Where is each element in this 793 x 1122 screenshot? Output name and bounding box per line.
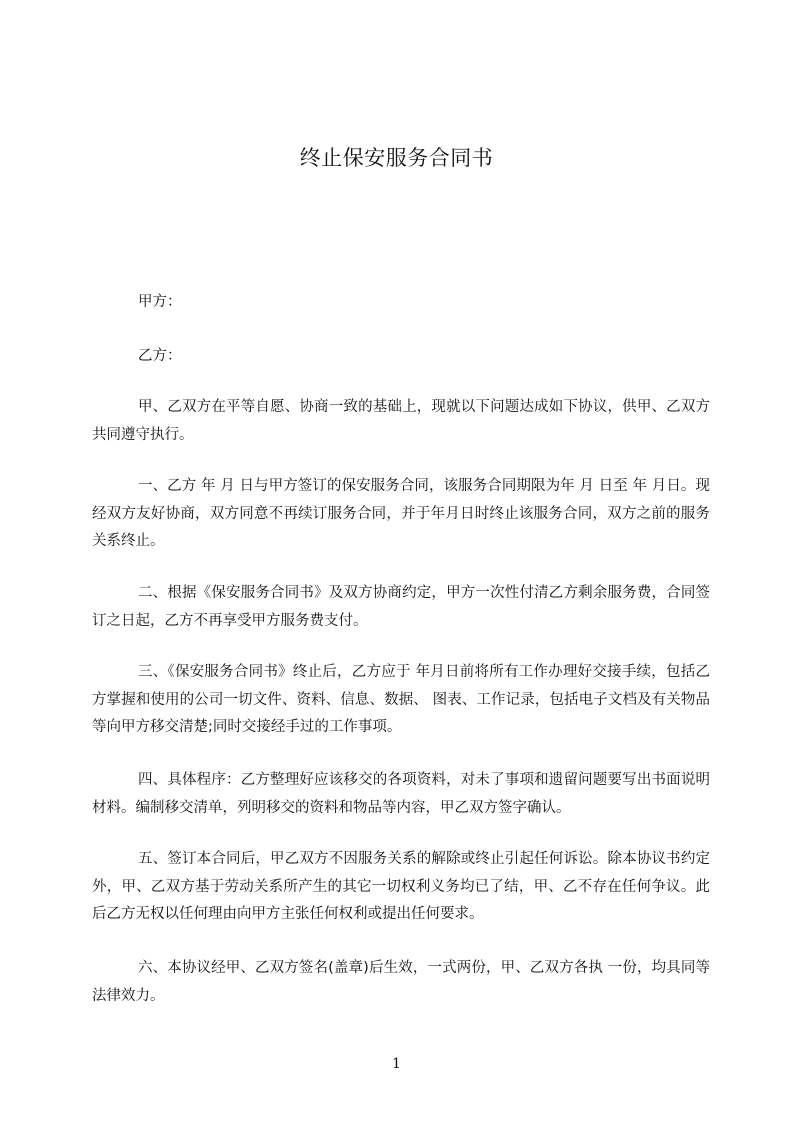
document-title: 终止保安服务合同书 [299,146,494,170]
page-number: 1 [392,1056,401,1072]
paragraph-clause-5: 五、签订本合同后，甲乙双方不因服务关系的解除或终止引起任何诉讼。除本协议书约定外，甲、乙双方基于劳动关系所产生的其它一切权利义务均已了结，甲、乙不存在任何争议。此后乙方无权以任何理由向甲方主张任何权利或提出任何要求。 [92,851,710,922]
paragraph-preamble: 甲、乙双方在平等自愿、协商一致的基础上，现就以下问题达成如下协议，供甲、乙双方共同遵守执行。 [92,399,710,443]
party-a-label: 甲方： [138,294,182,310]
party-b-label: 乙方： [138,348,182,364]
paragraph-clause-3: 三、《保安服务合同书》终止后，乙方应于 年月日前将所有工作办理好交接手续，包括乙方掌握和使用的公司一切文件、资料、信息、数据、 图表、工作记录，包括电子文档及有关物品等向甲方移交清楚;同时交接经手过的工作事项。 [92,664,710,735]
paragraph-clause-4: 四、具体程序：乙方整理好应该移交的各项资料，对未了事项和遗留问题要写出书面说明材料。编制移交清单，列明移交的资料和物品等内容，甲乙双方签字确认。 [92,772,710,816]
paragraph-clause-1: 一、乙方 年 月 日与甲方签订的保安服务合同，该服务合同期限为年 月 日至 年 月日。现经双方友好协商，双方同意不再续订服务合同，并于年月日时终止该服务合同，双方之前的服务关系终止。 [92,478,710,549]
paragraph-clause-6: 六、本协议经甲、乙双方签名(盖章)后生效，一式两份，甲、乙双方各执 一份，均具同等法律效力。 [92,960,710,1004]
paragraph-clause-2: 二、根据《保安服务合同书》及双方协商约定，甲方一次性付清乙方剩余服务费，合同签订之日起，乙方不再享受甲方服务费支付。 [92,585,710,629]
